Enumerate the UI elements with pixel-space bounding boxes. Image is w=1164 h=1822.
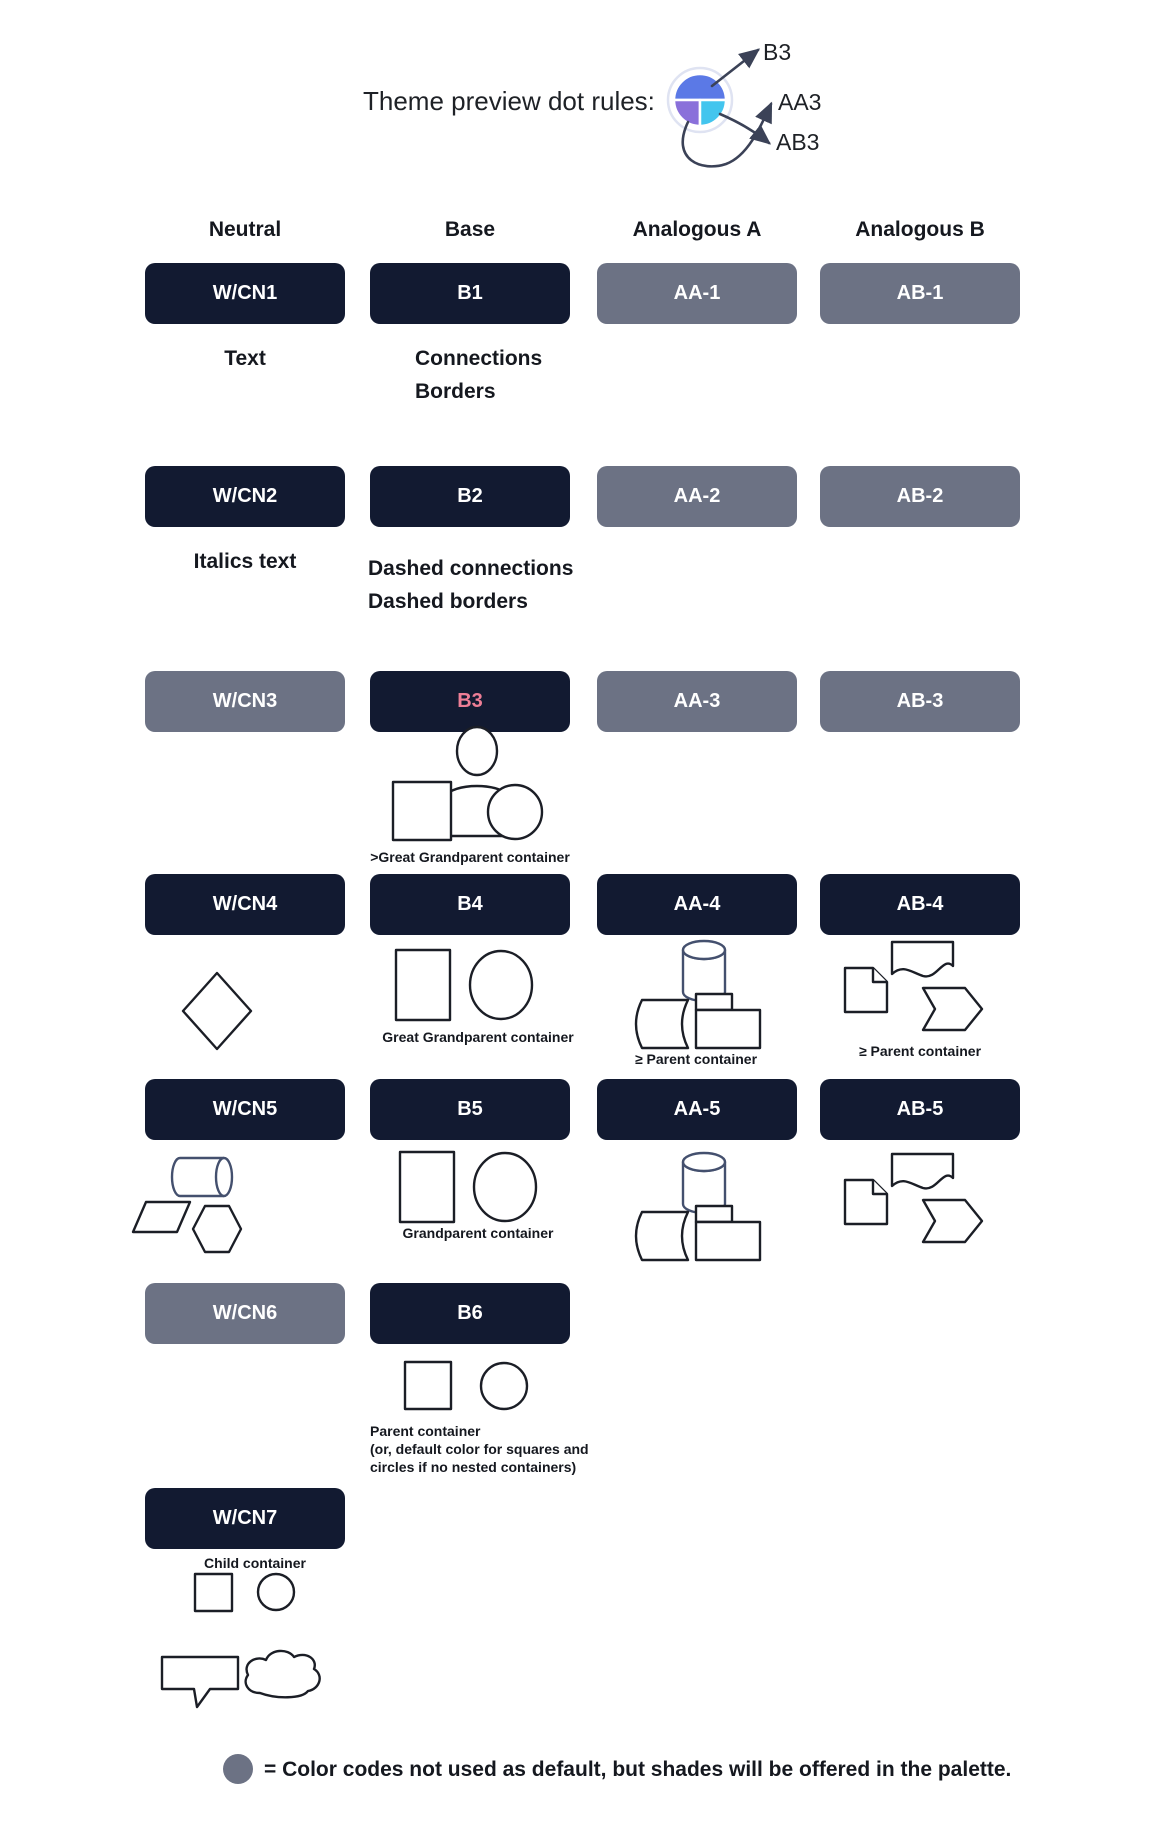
- b5-shape-cluster: [398, 1150, 538, 1226]
- swatch-b3-label: B3: [457, 690, 483, 712]
- aa4-shape-cluster: [630, 938, 772, 1050]
- swatch-wcn4-label: W/CN4: [212, 893, 278, 915]
- caption-b2-line2: Dashed borders: [368, 590, 528, 613]
- column-header-base: Base: [444, 218, 496, 241]
- swatch-wcn7: [145, 1488, 345, 1549]
- swatch-aa2-label: AA-2: [673, 485, 721, 507]
- caption-wcn1: Text: [224, 347, 266, 370]
- caption-b3: >Great Grandparent container: [370, 849, 570, 865]
- parallelogram-shape: [133, 1202, 190, 1232]
- folder-shape: [696, 1222, 760, 1260]
- swatch-ab3: [820, 671, 1020, 732]
- wavy-document-shape: [892, 1154, 953, 1188]
- circle-shape: [481, 1363, 527, 1409]
- square-shape: [393, 782, 451, 840]
- swatch-ab5: [820, 1079, 1020, 1140]
- swatch-b1: [370, 263, 570, 324]
- swatch-aa4: [597, 874, 797, 935]
- note-fold-shape: [873, 968, 887, 982]
- square-shape: [400, 1152, 454, 1222]
- swatch-aa5: [597, 1079, 797, 1140]
- wcn4-shape-cluster: [182, 972, 252, 1050]
- square-shape: [405, 1362, 451, 1409]
- page-title: Theme preview dot rules:: [363, 86, 655, 116]
- dot-label-aa3: AA3: [778, 89, 822, 115]
- swatch-wcn2: [145, 466, 345, 527]
- swatch-wcn7-label: W/CN7: [212, 1507, 278, 1529]
- hexagon-shape: [193, 1206, 241, 1252]
- b4-shape-cluster: [394, 948, 534, 1024]
- swatch-b2-label: B2: [457, 485, 483, 507]
- swatch-ab3-label: AB-3: [896, 690, 944, 712]
- swatch-aa3: [597, 671, 797, 732]
- swatch-wcn6: [145, 1283, 345, 1344]
- swatch-b1-label: B1: [457, 282, 483, 304]
- circle-shape: [470, 951, 532, 1019]
- swatch-b5-label: B5: [457, 1098, 483, 1120]
- caption-b1-line2: Borders: [415, 380, 496, 403]
- folder-tab-shape: [696, 1206, 732, 1222]
- chevron-banner-shape: [923, 1200, 982, 1242]
- caption-b6: [370, 1422, 589, 1476]
- square-shape: [396, 950, 450, 1020]
- swatch-wcn1: [145, 263, 345, 324]
- cylinder-top-shape: [683, 1153, 725, 1171]
- caption-b1-line1: Connections: [415, 347, 543, 370]
- note-shape: [845, 1180, 887, 1224]
- swatch-aa1: [597, 263, 797, 324]
- caption-ab4: ≥ Parent container: [858, 1043, 982, 1059]
- swatch-ab2-label: AB-2: [896, 485, 944, 507]
- swatch-b4-label: B4: [457, 893, 483, 915]
- swatch-b5: [370, 1079, 570, 1140]
- caption-b6-line3: circles if no nested containers): [370, 1459, 577, 1475]
- swatch-ab4: [820, 874, 1020, 935]
- b6-shape-cluster: [403, 1360, 533, 1412]
- arrow-to-b3: [712, 50, 758, 86]
- swatch-b6: [370, 1283, 570, 1344]
- swatch-wcn5: [145, 1079, 345, 1140]
- swatch-b3: [370, 671, 570, 732]
- note-shape: [845, 968, 887, 1012]
- folder-tab-shape: [696, 994, 732, 1010]
- circle-shape: [258, 1574, 294, 1610]
- note-fold-shape: [873, 1180, 887, 1194]
- chevron-banner-shape: [923, 988, 982, 1030]
- ab5-shape-cluster: [843, 1150, 988, 1244]
- column-header-analogous-b: Analogous B: [855, 218, 985, 241]
- caption-wcn2: Italics text: [193, 550, 297, 573]
- wcn5-shape-cluster: [132, 1152, 247, 1254]
- diamond-shape: [183, 973, 251, 1049]
- swatch-b6-label: B6: [457, 1302, 483, 1324]
- wavy-document-shape: [892, 942, 953, 976]
- square-shape: [195, 1574, 232, 1611]
- person-head-shape: [457, 727, 497, 775]
- swatch-aa3-label: AA-3: [673, 690, 721, 712]
- dot-label-ab3: AB3: [776, 129, 820, 155]
- swatch-b4: [370, 874, 570, 935]
- caption-b4: Great Grandparent container: [382, 1029, 574, 1045]
- circle-shape: [488, 785, 542, 839]
- b3-shape-cluster: [385, 724, 550, 846]
- swatch-ab5-label: AB-5: [896, 1098, 944, 1120]
- stored-data-shape: [636, 1000, 688, 1048]
- caption-wcn7: Child container: [204, 1555, 306, 1571]
- dot-label-b3: B3: [763, 39, 792, 65]
- legend-dot-icon: [222, 1753, 254, 1785]
- stored-data-shape: [636, 1212, 688, 1260]
- caption-b2-line1: Dashed connections: [368, 557, 574, 580]
- caption-b6-line1: Parent container: [370, 1423, 481, 1439]
- arrow-to-ab3: [720, 114, 769, 143]
- swatch-wcn4: [145, 874, 345, 935]
- wcn7-shape-cluster-top: [193, 1572, 298, 1614]
- ab4-shape-cluster: [843, 938, 988, 1032]
- swatch-wcn3: [145, 671, 345, 732]
- swatch-b2: [370, 466, 570, 527]
- speech-bubble-shape: [162, 1657, 238, 1707]
- cylinder-top-shape: [683, 941, 725, 959]
- column-header-neutral: Neutral: [208, 218, 282, 241]
- swatch-wcn1-label: W/CN1: [212, 282, 278, 304]
- aa5-shape-cluster: [630, 1150, 772, 1262]
- caption-b2: [368, 552, 573, 618]
- swatch-ab4-label: AB-4: [896, 893, 944, 915]
- swatch-wcn2-label: W/CN2: [212, 485, 278, 507]
- caption-b1: [415, 342, 542, 408]
- swatch-wcn5-label: W/CN5: [212, 1098, 278, 1120]
- wcn7-shape-cluster-bottom: [158, 1645, 333, 1711]
- swatch-aa4-label: AA-4: [673, 893, 721, 915]
- legend-text: = Color codes not used as default, but shades will be offered in the palette.: [264, 1758, 1012, 1781]
- horizontal-cylinder-end-shape: [216, 1158, 232, 1196]
- caption-b5: Grandparent container: [402, 1225, 554, 1241]
- cloud-shape: [246, 1651, 320, 1697]
- folder-shape: [696, 1010, 760, 1048]
- swatch-aa1-label: AA-1: [673, 282, 721, 304]
- swatch-ab1-label: AB-1: [896, 282, 944, 304]
- swatch-wcn6-label: W/CN6: [212, 1302, 278, 1324]
- circle-shape: [474, 1153, 536, 1221]
- caption-b6-line2: (or, default color for squares and: [370, 1441, 589, 1457]
- swatch-aa5-label: AA-5: [673, 1098, 721, 1120]
- swatch-wcn3-label: W/CN3: [212, 690, 278, 712]
- swatch-aa2: [597, 466, 797, 527]
- swatch-ab1: [820, 263, 1020, 324]
- swatch-ab2: [820, 466, 1020, 527]
- column-header-analogous-a: Analogous A: [632, 218, 762, 241]
- caption-aa4: ≥ Parent container: [634, 1051, 758, 1067]
